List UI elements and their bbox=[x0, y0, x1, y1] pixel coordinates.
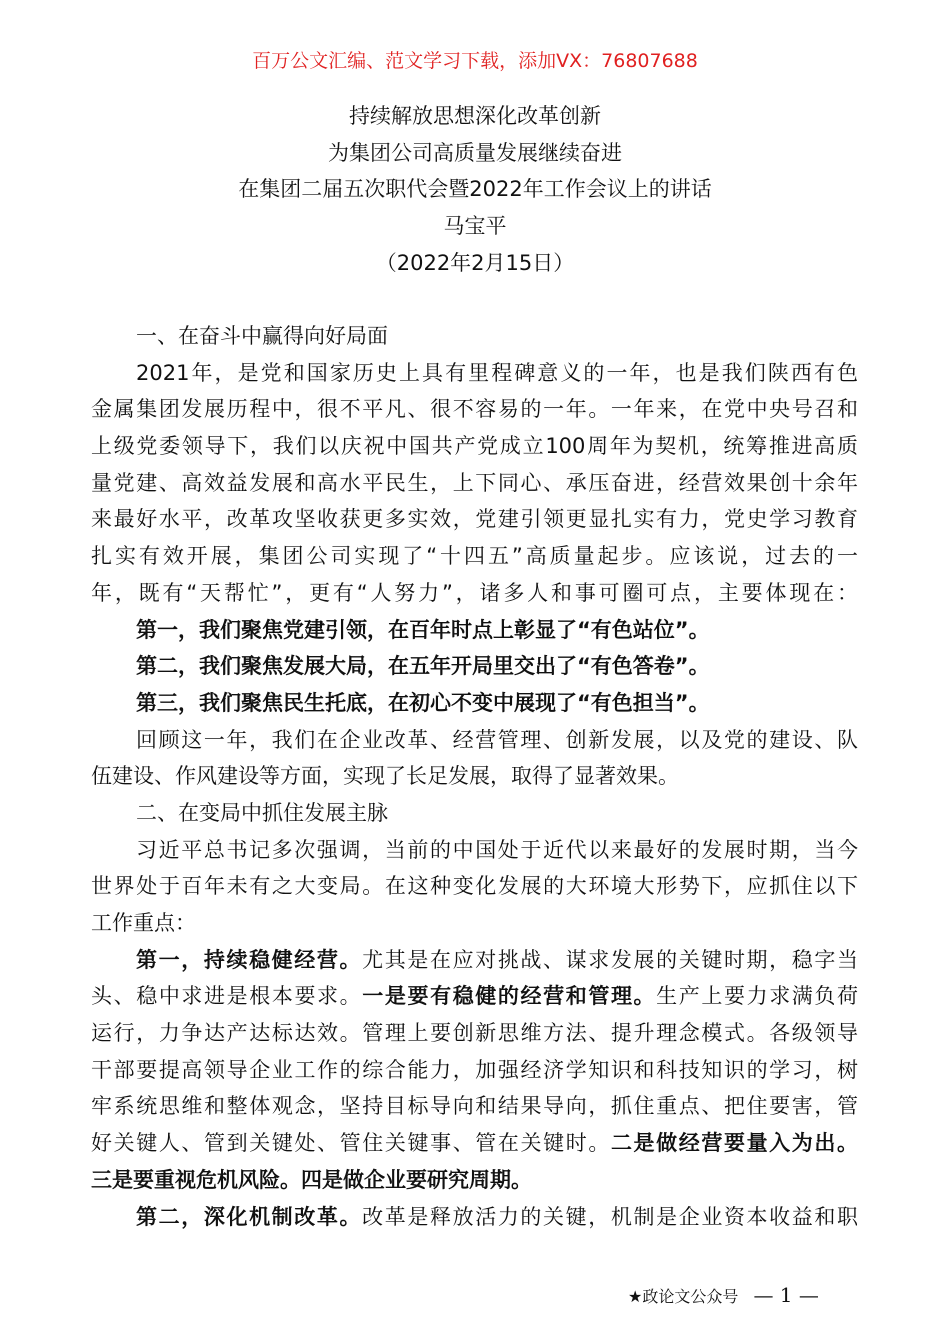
footer-source: ★政论文公众号 bbox=[628, 1287, 739, 1306]
text-run: 运行，力争达产达标达效。管理上要创新思维方法、提升理念模式。各级领导 bbox=[91, 1021, 858, 1046]
text-line bbox=[91, 1088, 858, 1125]
text-line bbox=[91, 648, 858, 685]
text-run: 改革是释放活力的关键，机制是企业资本收益和职 bbox=[362, 1204, 859, 1229]
text-line bbox=[91, 1125, 858, 1162]
text-run: 干部要提高领导企业工作的综合能力，加强经济学知识和科技知识的学习，树 bbox=[91, 1057, 858, 1082]
text-run: 金属集团发展历程中，很不平凡、很不容易的一年。一年来，在党中央号召和 bbox=[91, 397, 858, 422]
page-number: — 1 — bbox=[753, 1283, 819, 1307]
text-run: 上级党委领导下，我们以庆祝中国共产党成立100周年为契机，统筹推进高质 bbox=[91, 434, 858, 459]
text-line bbox=[91, 758, 858, 795]
text-line bbox=[91, 501, 858, 538]
document-body bbox=[91, 318, 858, 1235]
text-line bbox=[91, 612, 858, 649]
text-run: 牢系统思维和整体观念，坚持目标导向和结果导向，抓住重点、把住要害，管 bbox=[91, 1094, 858, 1119]
text-run: 头、稳中求进是根本要求。 bbox=[91, 984, 363, 1009]
bold-text: 一是要有稳健的经营和管理。 bbox=[362, 984, 657, 1009]
text-line bbox=[91, 795, 858, 832]
bold-text: 第一，持续稳健经营。 bbox=[136, 947, 363, 972]
text-run: 年，既有“天帮忙”，更有“人努力”，诸多人和事可圈可点，主要体现在： bbox=[91, 580, 858, 605]
text-run: 好关键人、管到关键处、管住关键事、管在关键时。 bbox=[91, 1131, 611, 1156]
bold-text: 三是要重视危机风险。四是做企业要研究周期。 bbox=[91, 1167, 532, 1192]
text-line bbox=[91, 355, 858, 392]
title-line: 在集团二届五次职代会暨2022年工作会议上的讲话 bbox=[238, 177, 712, 201]
text-line bbox=[91, 722, 858, 759]
text-run: 来最好水平，改革攻坚收获更多实效，党建引领更显扎实有力，党史学习教育 bbox=[91, 507, 858, 532]
text-run: 一、在奋斗中赢得向好局面 bbox=[136, 324, 388, 348]
text-line bbox=[91, 942, 858, 979]
text-run: 伍建设、作风建设等方面，实现了长足发展，取得了显著效果。 bbox=[91, 764, 679, 789]
title-line: （2022年2月15日） bbox=[375, 251, 575, 275]
title-line: 马宝平 bbox=[443, 214, 507, 238]
text-line bbox=[91, 538, 858, 575]
bold-text: 第二，我们聚焦发展大局，在五年开局里交出了“有色答卷”。 bbox=[136, 654, 710, 679]
text-line bbox=[91, 391, 858, 428]
text-run: 2021年，是党和国家历史上具有里程碑意义的一年，也是我们陕西有色 bbox=[136, 360, 858, 385]
text-run: 世界处于百年未有之大变局。在这种变化发展的大环境大形势下，应抓住以下 bbox=[91, 874, 858, 899]
text-line bbox=[91, 905, 858, 942]
text-line bbox=[91, 575, 858, 612]
text-run: 尤其是在应对挑战、谋求发展的关键时期，稳字当 bbox=[362, 947, 859, 972]
text-line bbox=[91, 1199, 858, 1236]
text-line bbox=[91, 465, 858, 502]
text-run: 工作重点： bbox=[91, 911, 196, 935]
text-line bbox=[91, 978, 858, 1015]
text-run: 量党建、高效益发展和高水平民生，上下同心、承压奋进，经营效果创十余年 bbox=[91, 470, 858, 495]
text-line bbox=[91, 685, 858, 722]
bold-text: 二是做经营要量入为出。 bbox=[610, 1131, 858, 1156]
bold-text: 第三，我们聚焦民生托底，在初心不变中展现了“有色担当”。 bbox=[136, 690, 710, 715]
text-line bbox=[91, 1015, 858, 1052]
bold-text: 第二，深化机制改革。 bbox=[136, 1204, 363, 1229]
text-line bbox=[91, 428, 858, 465]
text-run: 回顾这一年，我们在企业改革、经营管理、创新发展，以及党的建设、队 bbox=[136, 727, 858, 752]
text-line bbox=[91, 1052, 858, 1089]
watermark-banner: 百万公文汇编、范文学习下载，添加VX：76807688 bbox=[252, 50, 698, 72]
bold-text: 第一，我们聚焦党建引领，在百年时点上彰显了“有色站位”。 bbox=[136, 617, 710, 642]
text-run: 扎实有效开展，集团公司实现了“十四五”高质量起步。应该说，过去的一 bbox=[91, 544, 858, 569]
text-line bbox=[91, 832, 858, 869]
title-line: 持续解放思想深化改革创新 bbox=[349, 104, 601, 128]
text-run: 生产上要力求满负荷 bbox=[656, 984, 859, 1009]
text-line bbox=[91, 318, 858, 355]
text-run: 习近平总书记多次强调，当前的中国处于近代以来最好的发展时期，当今 bbox=[136, 837, 858, 862]
text-run: 二、在变局中抓住发展主脉 bbox=[136, 800, 388, 825]
text-line bbox=[91, 1162, 858, 1199]
title-line: 为集团公司高质量发展继续奋进 bbox=[328, 141, 622, 165]
text-line bbox=[91, 868, 858, 905]
page-footer bbox=[628, 1283, 819, 1307]
